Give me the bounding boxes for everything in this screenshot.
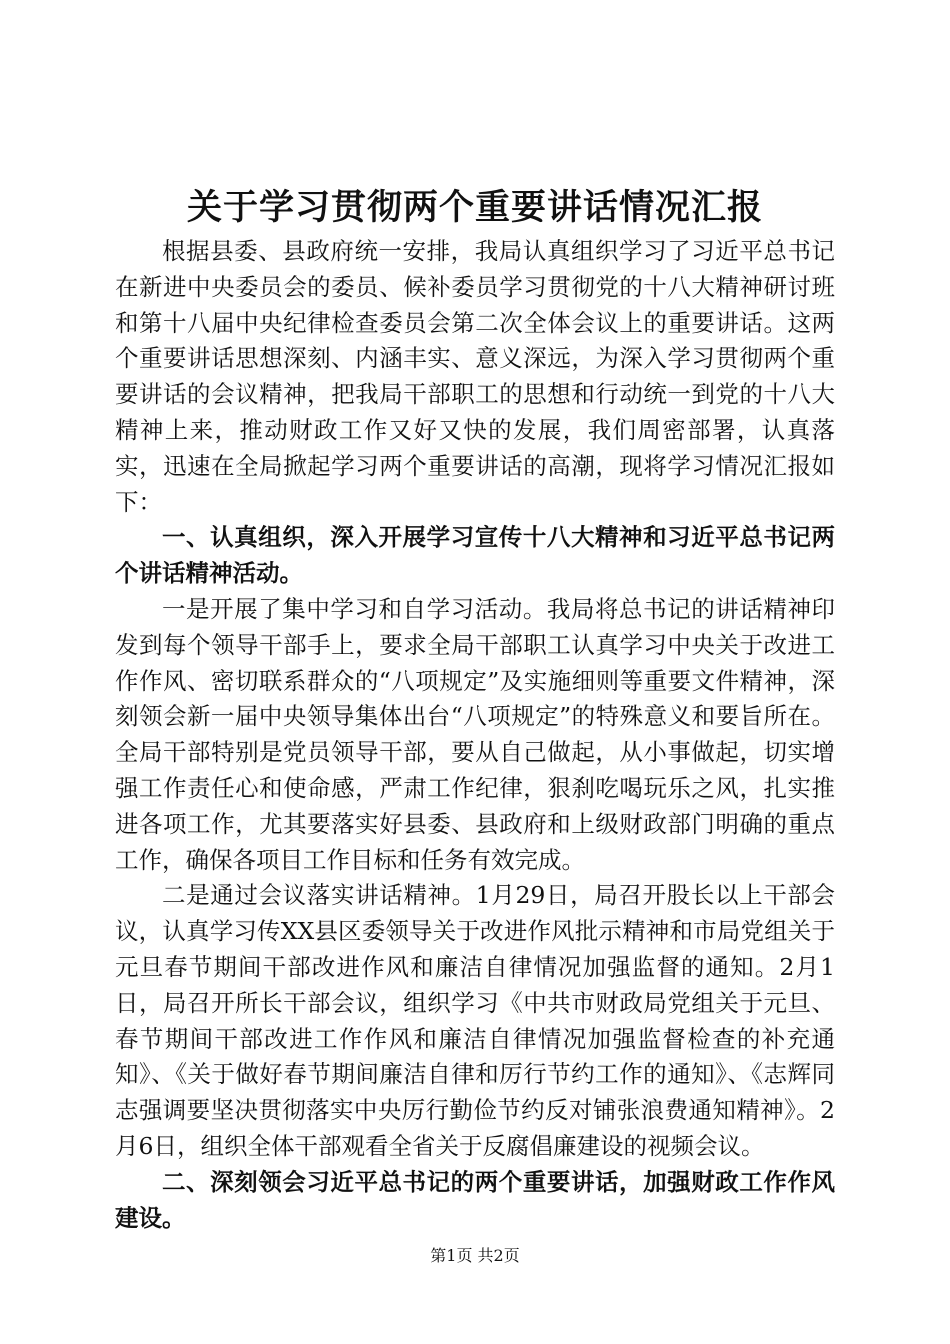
section-heading-2: 二、深刻领会习近平总书记的两个重要讲话，加强财政工作作风建设。: [115, 1167, 835, 1232]
intro-paragraph: 根据县委、县政府统一安排，我局认真组织学习了习近平总书记在新进中央委员会的委员、候补委员学习贯彻党的十八大精神研讨班和第十八届中央纪律检查委员会第二次全体会议上的重要讲话。这两个重要讲话思想深刻、内涵丰实、意义深远，为深入学习贯彻两个重要讲话的会议精神，把我局干部职工的思想和行动统一到党的十八大精神上来，推动财政工作又好又快的发展，我们周密部署，认真落实，迅速在全局掀起学习两个重要讲话的高潮，现将学习情况汇报如下：: [115, 237, 835, 516]
page-indicator: 第1页 共2页: [430, 1246, 520, 1265]
section-heading-1: 一、认真组织，深入开展学习宣传十八大精神和习近平总书记两个讲话精神活动。: [115, 523, 835, 588]
body-paragraph-1: 一是开展了集中学习和自学习活动。我局将总书记的讲话精神印发到每个领导干部手上，要求全局干部职工认真学习中央关于改进工作作风、密切联系群众的“八项规定”及实施细则等重要文件精神，深刻领会新一届中央领导集体出台“八项规定”的特殊意义和要旨所在。全局干部特别是党员领导干部，要从自己做起，从小事做起，切实增强工作责任心和使命感，严肃工作纪律，狠刹吃喝玩乐之风，扎实推进各项工作，尤其要落实好县委、县政府和上级财政部门明确的重点工作，确保各项目工作目标和任务有效完成。: [115, 594, 835, 874]
document-body: [115, 234, 835, 1236]
document-title: 关于学习贯彻两个重要讲话情况汇报: [186, 187, 763, 228]
body-paragraph-2: 二是通过会议落实讲话精神。1月29日，局召开股长以上干部会议，认真学习传XX县区委领导关于改进作风批示精神和市局党组关于元旦春节期间干部改进作风和廉洁自律情况加强监督的通知。2月1日，局召开所长干部会议，组织学习《中共市财政局党组关于元旦、春节期间干部改进工作作风和廉洁自律情况加强监督检查的补充通知》、《关于做好春节期间廉洁自律和厉行节约工作的通知》、《志辉同志强调要坚决贯彻落实中央厉行勤俭节约反对铺张浪费通知精神》。2月6日，组织全体干部观看全省关于反腐倡廉建设的视频会议。: [115, 881, 835, 1160]
